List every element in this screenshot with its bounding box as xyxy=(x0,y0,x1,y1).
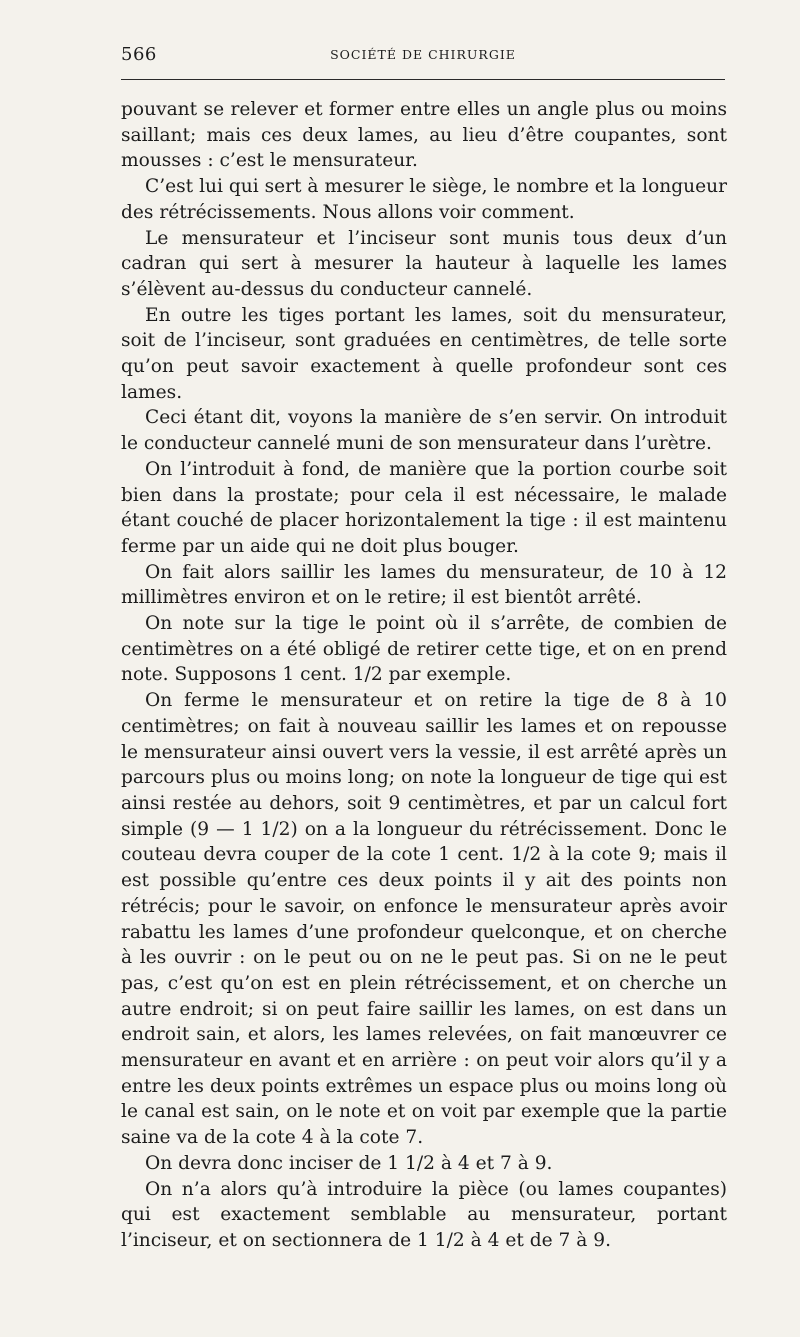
paragraph: On l’introduit à fond, de manière que la portion courbe soit bien dans la prostate; pour cela il est nécessaire, le malade étant couché de placer horizontalement la tige : il est maintenu ferme par un aide qui ne doit plus bouger. xyxy=(121,458,727,557)
paragraph: On note sur la tige le point où il s’arrête, de combien de centimètres on a été obligé de retirer cette tige, et on en prend note. Supposons 1 cent. 1/2 par exemple. xyxy=(121,613,727,686)
body-text xyxy=(121,97,727,1254)
paragraph: On devra donc inciser de 1 1/2 à 4 et 7 à 9. xyxy=(145,1152,553,1174)
paragraph: Le mensurateur et l’inciseur sont munis tous deux d’un cadran qui sert à mesurer la hauteur à laquelle les lames s’élèvent au-dessus du conducteur cannelé. xyxy=(121,227,727,300)
page-number: 566 xyxy=(121,44,157,65)
paragraph: C’est lui qui sert à mesurer le siège, le nombre et la longueur des rétrécissements. Nous allons voir comment. xyxy=(121,176,727,223)
paragraph: On ferme le mensurateur et on retire la tige de 8 à 10 centimètres; on fait à nouveau saillir les lames et on repousse le mensurateur ainsi ouvert vers la vessie, il est arrêté après un parcours plus ou moins long; on note la longueur de tige qui est ainsi restée au dehors, soit 9 centimètres, et par un calcul fort simple (9 — 1 1/2) on a la longueur du rétrécissement. Donc le couteau devra couper de la cote 1 cent. 1/2 à la cote 9; mais il est possible qu’entre ces deux points il y ait des points non rétrécis; pour le savoir, on enfonce le mensurateur après avoir rabattu les lames d’une profondeur quelconque, et on cherche à les ouvrir : on le peut ou on ne le peut pas. Si on ne le peut pas, c’est qu’on est en plein rétrécissement, et on cherche un autre endroit; si on peut faire saillir les lames, on est dans un endroit sain, et alors, les lames relevées, on fait manœuvrer ce mensurateur en avant et en arrière : on peut voir alors qu’il y a entre les deux points extrêmes un espace plus ou moins long où le canal est sain, on le note et on voit par exemple que la partie saine va de la cote 4 à la cote 7. xyxy=(121,690,727,1149)
paragraph: En outre les tiges portant les lames, soit du mensurateur, soit de l’inciseur, sont graduées en centimètres, de telle sorte qu’on peut savoir exactement à quelle profondeur sont ces lames. xyxy=(121,304,727,403)
paragraph: On n’a alors qu’à introduire la pièce (ou lames coupantes) qui est exactement semblable au mensurateur, portant l’inciseur, et on sectionnera de 1 1/2 à 4 et de 7 à 9. xyxy=(121,1178,727,1251)
paragraph: On fait alors saillir les lames du mensurateur, de 10 à 12 millimètres environ et on le retire; il est bientôt arrêté. xyxy=(121,561,727,609)
paragraph: Ceci étant dit, voyons la manière de s’en servir. On introduit le conducteur cannelé muni de son mensurateur dans l’urètre. xyxy=(121,407,727,455)
running-title: SOCIÉTÉ DE CHIRURGIE xyxy=(330,47,516,62)
page-header xyxy=(121,44,725,72)
paragraph: pouvant se relever et former entre elles un angle plus ou moins saillant; mais ces deux lames, au lieu d’être coupantes, sont mousses : c’est le mensurateur. xyxy=(121,99,727,172)
header-rule xyxy=(121,79,725,80)
